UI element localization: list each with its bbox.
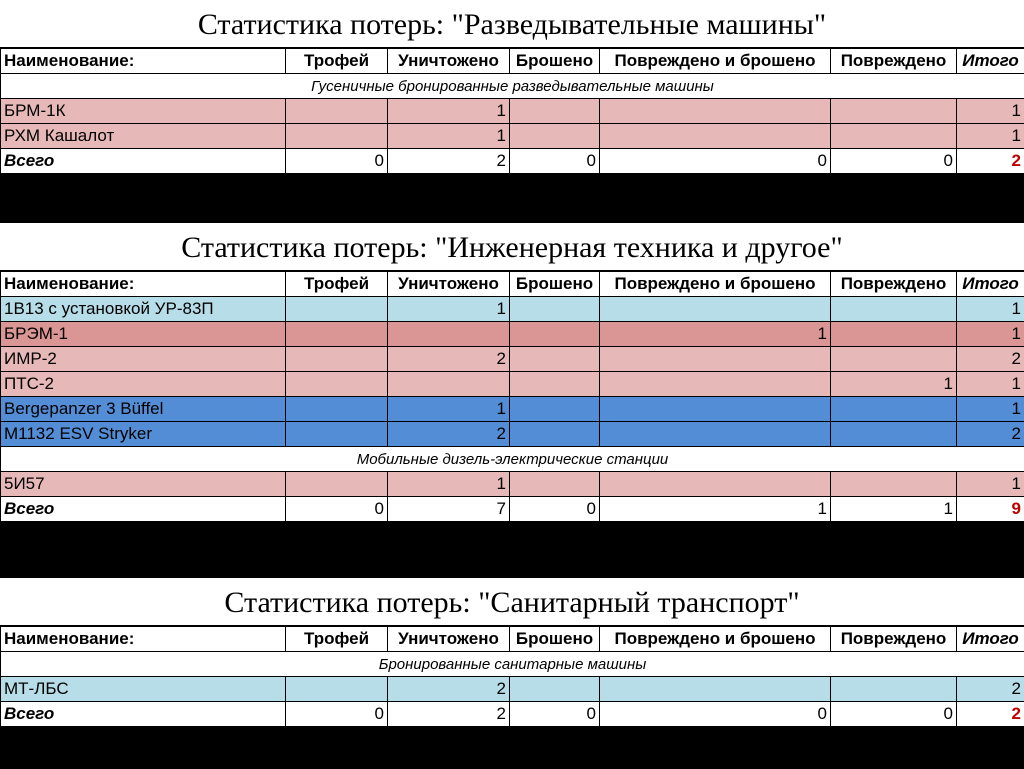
losses-table	[0, 48, 1024, 174]
category-label: Бронированные санитарные машины	[1, 652, 1024, 677]
row-name: ПТС-2	[1, 372, 286, 397]
row-damaged-abandoned	[600, 297, 831, 322]
row-trophy	[286, 472, 388, 497]
row-total: 2	[957, 347, 1024, 372]
header-damaged-abandoned: Повреждено и брошено	[600, 49, 831, 74]
header-damaged: Повреждено	[831, 627, 957, 652]
row-trophy	[286, 422, 388, 447]
row-damaged-abandoned	[600, 372, 831, 397]
row-damaged	[831, 397, 957, 422]
header-name: Наименование:	[1, 627, 286, 652]
table-row	[1, 322, 1024, 347]
category-row	[1, 74, 1024, 99]
header-damaged: Повреждено	[831, 272, 957, 297]
header-total: Итого	[957, 272, 1024, 297]
row-abandoned	[510, 372, 600, 397]
header-name: Наименование:	[1, 49, 286, 74]
header-total: Итого	[957, 627, 1024, 652]
row-destroyed: 1	[388, 99, 510, 124]
category-row	[1, 652, 1024, 677]
row-damaged: 1	[831, 372, 957, 397]
row-destroyed: 1	[388, 472, 510, 497]
row-damaged-abandoned	[600, 422, 831, 447]
total-abandoned: 0	[510, 702, 600, 727]
row-abandoned	[510, 99, 600, 124]
header-destroyed: Уничтожено	[388, 272, 510, 297]
row-total: 1	[957, 322, 1024, 347]
row-name: 1В13 с установкой УР-83П	[1, 297, 286, 322]
total-damaged-abandoned: 1	[600, 497, 831, 522]
row-destroyed	[388, 372, 510, 397]
header-trophy: Трофей	[286, 272, 388, 297]
total-damaged: 0	[831, 149, 957, 174]
row-total: 2	[957, 422, 1024, 447]
row-damaged-abandoned	[600, 397, 831, 422]
row-destroyed	[388, 322, 510, 347]
row-abandoned	[510, 677, 600, 702]
row-total: 1	[957, 99, 1024, 124]
table-row	[1, 124, 1024, 149]
header-abandoned: Брошено	[510, 272, 600, 297]
total-trophy: 0	[286, 497, 388, 522]
total-destroyed: 2	[388, 149, 510, 174]
total-row	[1, 497, 1024, 522]
total-row	[1, 702, 1024, 727]
row-trophy	[286, 124, 388, 149]
total-sum: 2	[957, 149, 1024, 174]
total-label: Всего	[1, 149, 286, 174]
row-damaged	[831, 99, 957, 124]
row-abandoned	[510, 347, 600, 372]
row-total: 1	[957, 124, 1024, 149]
section-title: Статистика потерь: "Инженерная техника и другое"	[0, 223, 1024, 271]
row-damaged	[831, 677, 957, 702]
row-destroyed: 2	[388, 347, 510, 372]
row-damaged	[831, 472, 957, 497]
row-abandoned	[510, 422, 600, 447]
row-damaged	[831, 422, 957, 447]
header-trophy: Трофей	[286, 49, 388, 74]
row-name: МТ-ЛБС	[1, 677, 286, 702]
table-row	[1, 677, 1024, 702]
header-damaged-abandoned: Повреждено и брошено	[600, 627, 831, 652]
total-sum: 2	[957, 702, 1024, 727]
row-trophy	[286, 372, 388, 397]
row-trophy	[286, 322, 388, 347]
section-title: Статистика потерь: "Санитарный транспорт"	[0, 578, 1024, 626]
row-trophy	[286, 347, 388, 372]
total-label: Всего	[1, 702, 286, 727]
row-name: РХМ Кашалот	[1, 124, 286, 149]
header-name: Наименование:	[1, 272, 286, 297]
section-engineering	[0, 223, 1024, 522]
total-trophy: 0	[286, 702, 388, 727]
row-damaged	[831, 124, 957, 149]
row-abandoned	[510, 397, 600, 422]
table-row	[1, 397, 1024, 422]
row-abandoned	[510, 322, 600, 347]
total-row	[1, 149, 1024, 174]
row-destroyed: 1	[388, 397, 510, 422]
header-damaged-abandoned: Повреждено и брошено	[600, 272, 831, 297]
row-damaged-abandoned	[600, 99, 831, 124]
total-abandoned: 0	[510, 149, 600, 174]
header-row	[1, 627, 1024, 652]
row-damaged	[831, 297, 957, 322]
total-label: Всего	[1, 497, 286, 522]
row-trophy	[286, 99, 388, 124]
header-abandoned: Брошено	[510, 627, 600, 652]
row-name: Bergepanzer 3 Büffel	[1, 397, 286, 422]
category-label: Гусеничные бронированные разведывательные машины	[1, 74, 1024, 99]
row-destroyed: 1	[388, 124, 510, 149]
row-name: M1132 ESV Stryker	[1, 422, 286, 447]
total-abandoned: 0	[510, 497, 600, 522]
total-sum: 9	[957, 497, 1024, 522]
row-damaged-abandoned: 1	[600, 322, 831, 347]
row-name: 5И57	[1, 472, 286, 497]
losses-table	[0, 271, 1024, 522]
table-row	[1, 422, 1024, 447]
section-recon-vehicles	[0, 0, 1024, 174]
row-abandoned	[510, 124, 600, 149]
row-trophy	[286, 297, 388, 322]
row-damaged-abandoned	[600, 124, 831, 149]
table-row	[1, 297, 1024, 322]
row-total: 1	[957, 372, 1024, 397]
header-destroyed: Уничтожено	[388, 627, 510, 652]
row-damaged-abandoned	[600, 347, 831, 372]
total-damaged-abandoned: 0	[600, 702, 831, 727]
header-trophy: Трофей	[286, 627, 388, 652]
header-abandoned: Брошено	[510, 49, 600, 74]
header-row	[1, 49, 1024, 74]
section-title: Статистика потерь: "Разведывательные машины"	[0, 0, 1024, 48]
category-label: Мобильные дизель-электрические станции	[1, 447, 1024, 472]
losses-table	[0, 626, 1024, 727]
header-destroyed: Уничтожено	[388, 49, 510, 74]
category-row	[1, 447, 1024, 472]
row-damaged	[831, 347, 957, 372]
header-row	[1, 272, 1024, 297]
row-total: 1	[957, 297, 1024, 322]
total-trophy: 0	[286, 149, 388, 174]
total-damaged: 1	[831, 497, 957, 522]
total-damaged: 0	[831, 702, 957, 727]
row-trophy	[286, 677, 388, 702]
row-destroyed: 2	[388, 677, 510, 702]
row-trophy	[286, 397, 388, 422]
row-damaged	[831, 322, 957, 347]
table-row	[1, 472, 1024, 497]
header-damaged: Повреждено	[831, 49, 957, 74]
row-damaged-abandoned	[600, 677, 831, 702]
row-abandoned	[510, 297, 600, 322]
total-destroyed: 7	[388, 497, 510, 522]
table-row	[1, 99, 1024, 124]
row-destroyed: 1	[388, 297, 510, 322]
row-total: 2	[957, 677, 1024, 702]
row-damaged-abandoned	[600, 472, 831, 497]
header-total: Итого	[957, 49, 1024, 74]
row-destroyed: 2	[388, 422, 510, 447]
total-destroyed: 2	[388, 702, 510, 727]
table-row	[1, 347, 1024, 372]
row-name: БРМ-1К	[1, 99, 286, 124]
row-name: ИМР-2	[1, 347, 286, 372]
row-total: 1	[957, 397, 1024, 422]
section-medical-transport	[0, 578, 1024, 727]
row-abandoned	[510, 472, 600, 497]
row-name: БРЭМ-1	[1, 322, 286, 347]
row-total: 1	[957, 472, 1024, 497]
total-damaged-abandoned: 0	[600, 149, 831, 174]
table-row	[1, 372, 1024, 397]
